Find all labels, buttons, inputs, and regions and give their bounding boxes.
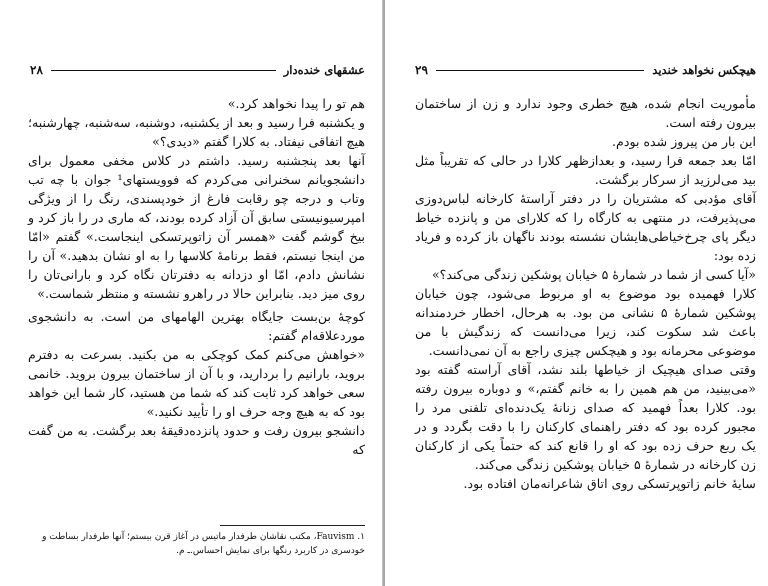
paragraph: امّا بعد جمعه فرا رسید، و بعدازظهر کلارا در حالی که تقریباً مثل بید می‌لرزید از سرکار برگشت. <box>415 153 756 187</box>
paragraph: آقای مؤدبی که مشتریان را در دفتر آراستهٔ کارخانه لباس‌دوزی می‌پذیرفت، در منتهی به کارگاه را که کلارای من و پانزده خیاط دیگر پای چرخ‌خیاطی‌هایشان نشسته بودند ناگهان باز کرده و فریاد زده بود: <box>415 191 756 263</box>
paragraph: مأموریت انجام شده، هیچ خطری وجود ندارد و زن از ساختمان بیرون رفته است. <box>415 96 756 130</box>
right-page-body <box>415 94 756 493</box>
right-page <box>385 0 768 586</box>
paragraph: کوچهٔ بن‌بست جایگاه بهترین الهامهای من است. به دانشجوی موردعلاقه‌ام گفتم: <box>28 309 365 343</box>
right-page-header <box>415 60 756 80</box>
left-page-body <box>28 94 365 459</box>
paragraph: «آیا کسی از شما در شمارهٔ ۵ خیابان پوشکین زندگی می‌کند؟» <box>431 267 756 282</box>
footnote: ۱. Fauvism، مکتب نقاشان طرفدار ماتیس در آغاز قرن بیستم؛ آنها طرفدار بساطت و خودسری در کاربرد رنگها برای نمایش احساس.ـ م. <box>42 532 365 556</box>
left-page-header <box>30 60 365 80</box>
paragraph: این بار من پیروز شده بودم. <box>612 134 756 149</box>
header-rule <box>51 70 276 71</box>
paragraph: آنها بعد پنجشنبه رسید. داشتم در کلاس مخفی معمول برای دانشجویانم سخنرانی می‌کردم که فوویستهای¹ جوان با چه تب وتاب و درجه چو رقابت فارغ از خودپسندی، رنگ را از ویژگی امپرسیونیستی سابق آن آزاد کرده بودند، که ماری در را باز کرد و بیخ گوشم گفت «همسر آن زاتوپرتسکی اینجاست.» گفتم «امّا من اینجا نیستم، فقط برنامهٔ کلاسها را به او نشان بدهید.» آن را نشانش دادم، امّا او دزدانه به دفترتان نگاه کرد و بارانی‌تان را روی میز دید. بنابراین حالا در راهرو نشسته و منتظر شماست.» <box>28 153 365 301</box>
paragraph: وقتی صدای هیچیک از خیاطها بلند نشد، آقای آراسته گفته بود «می‌بینید، من هم همین را به خانم گفتم،» و دوباره بیرون رفته بود. کلارا بعداً فهمید که صدای زنانهٔ یک‌دنده‌ای تلفنی مرد را مجبور کرده بود که دفتر راهنمای کارکنان را با دقت بگردد و در یک ربع حرف زده بود که او را قانع کند که حتماً یکی از کارکنان زن کارخانه در شمارهٔ ۵ خیابان پوشکین زندگی می‌کند. <box>415 362 756 472</box>
header-rule <box>436 70 644 71</box>
left-page-number: ۲۸ <box>30 63 43 77</box>
paragraph: دانشجو بیرون رفت و حدود پانزده‌دقیقهٔ بعد برگشت. به من گفت که <box>28 423 365 457</box>
paragraph: «خواهش می‌کنم کمک کوچکی به من بکنید. بسرعت به دفترم بروید، بارانیم را بردارید، و با آن از ساختمان بیرون بروید. خانمی سعی خواهد کرد ثابت کند که شما من هستید، کار شما این خواهد بود که به هیچ وجه حرف او را تأیید نکنید.» <box>28 347 365 419</box>
paragraph: سایهٔ خانم زاتوپرتسکی روی اتاق شاعرانه‌مان افتاده بود. <box>463 476 756 491</box>
right-running-title: هیچکس نخواهد خندید <box>652 63 756 77</box>
paragraph: و یکشنبه فرا رسید و بعد از یکشنبه، دوشنبه، سه‌شنبه، چهارشنبه؛ هیچ اتفاقی نیفتاد. به کلارا گفتم «دیدی؟» <box>28 115 365 149</box>
paragraph: هم تو را پیدا نخواهد کرد.» <box>227 96 365 111</box>
left-page <box>0 0 383 586</box>
left-running-title: عشقهای خنده‌دار <box>283 63 365 77</box>
footnote-rule <box>220 525 365 526</box>
right-page-number: ۲۹ <box>415 63 428 77</box>
paragraph: کلارا فهمیده بود موضوع به او مربوط می‌شود، چون خیابان پوشکین شمارهٔ ۵ نشانی من بود. به هرحال، اخطار خردمندانه باعث شد سکوت کند، زیرا می‌دانست که زندگیش با من موضوعی محرمانه بود و هیچکس چیزی راجع به آن نمی‌دانست. <box>415 286 756 358</box>
